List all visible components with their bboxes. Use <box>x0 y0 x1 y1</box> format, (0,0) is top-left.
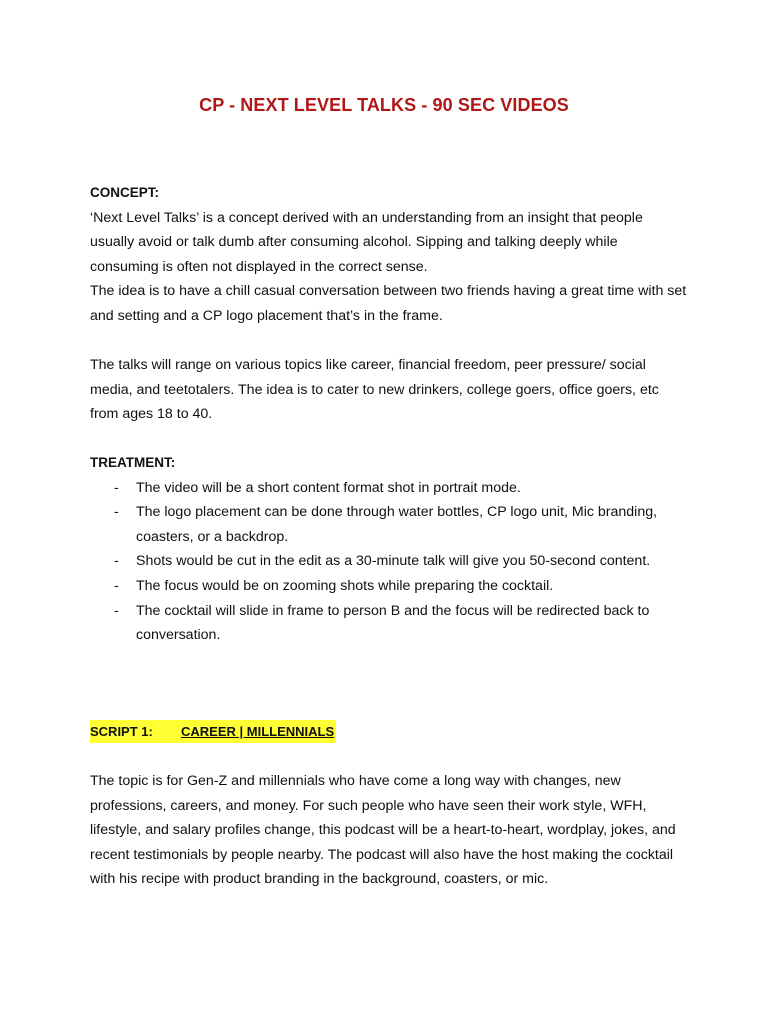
concept-paragraph-3: The talks will range on various topics like career, financial freedom, peer pressure/ social media, and teetotalers. The idea is to cater to new drinkers, college goers, office goers, etc from ages 18 to 40. <box>90 357 659 423</box>
list-item: - The logo placement can be done through water bottles, CP logo unit, Mic branding, coasters, or a backdrop. <box>114 504 658 545</box>
treatment-item-text: Shots would be cut in the edit as a 30-minute talk will give you 50-second content. <box>136 553 651 570</box>
treatment-item-text: The cocktail will slide in frame to person B and the focus will be redirected back to conversation. <box>136 602 650 644</box>
list-item: - Shots would be cut in the edit as a 30-minute talk will give you 50-second content. <box>114 553 651 570</box>
treatment-list <box>90 476 690 648</box>
treatment-item-text: The video will be a short content format shot in portrait mode. <box>136 479 521 496</box>
concept-heading: CONCEPT: <box>90 185 160 200</box>
concept-paragraph-1: ‘Next Level Talks’ is a concept derived with an understanding from an insight that people usually avoid or talk dumb after consuming alcohol. Sipping and talking deeply while consuming is often not displayed in the correct sense. <box>90 209 643 275</box>
script-1-label: SCRIPT 1: <box>90 724 153 739</box>
script-1-body: The topic is for Gen-Z and millennials who have come a long way with changes, new professions, careers, and money. For such people who have seen their work style, WFH, lifestyle, and salary profiles change, this podcast will be a heart-to-heart, wordplay, jokes, and recent testimonials by people nearby. The podcast will also have the host making the cocktail with his recipe with product branding in the background, coasters, or mic. <box>90 773 676 888</box>
concept-paragraph-2: The idea is to have a chill casual conversation between two friends having a great time with set and setting and a CP logo placement that’s in the frame. <box>90 283 687 324</box>
list-item: - The focus would be on zooming shots while preparing the cocktail. <box>114 577 554 594</box>
script-1-section <box>90 769 690 892</box>
script-1-topic: CAREER | MILLENNIALS <box>181 724 335 739</box>
treatment-heading: TREATMENT: <box>90 455 176 470</box>
document-title: CP - NEXT LEVEL TALKS - 90 SEC VIDEOS <box>199 95 569 115</box>
list-item: - The cocktail will slide in frame to person B and the focus will be redirected back to conversation. <box>114 602 650 644</box>
topics-section <box>90 353 690 427</box>
treatment-item-text: The focus would be on zooming shots while preparing the cocktail. <box>136 577 554 594</box>
treatment-item-text: The logo placement can be done through water bottles, CP logo unit, Mic branding, coasters, or a backdrop. <box>136 504 658 545</box>
concept-section <box>90 181 690 329</box>
script-1-heading <box>90 720 336 743</box>
list-item: - The video will be a short content format shot in portrait mode. <box>114 479 521 496</box>
treatment-section <box>90 451 690 648</box>
